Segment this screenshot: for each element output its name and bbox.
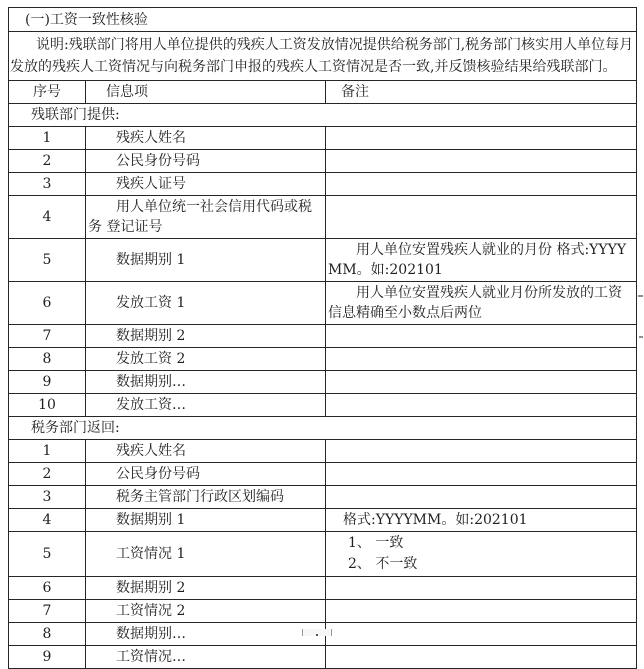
info-item: 数据期别 2 <box>86 325 326 348</box>
remark <box>326 371 637 394</box>
table-header-row <box>9 81 637 104</box>
row-number: 6 <box>9 577 86 600</box>
page-number-box <box>302 629 332 636</box>
table-row <box>9 196 637 239</box>
table-row <box>9 150 637 173</box>
page-edge-mark <box>638 295 643 297</box>
info-item: 残疾人姓名 <box>86 127 326 150</box>
info-item: 残疾人姓名 <box>86 440 326 463</box>
row-number: 1 <box>9 127 86 150</box>
table-row <box>9 532 637 577</box>
column-header-remark: 备注 <box>326 81 637 104</box>
section-label-row <box>9 104 637 127</box>
table-row <box>9 509 637 532</box>
column-header-seq: 序号 <box>9 81 86 104</box>
remark <box>326 325 637 348</box>
info-item: 公民身份号码 <box>86 150 326 173</box>
table-row <box>9 394 637 417</box>
row-number: 7 <box>9 325 86 348</box>
row-number: 10 <box>9 394 86 417</box>
info-item: 用人单位统一社会信用代码或税务 登记证号 <box>86 196 326 239</box>
row-number: 2 <box>9 463 86 486</box>
remark <box>326 394 637 417</box>
description-row <box>9 32 637 81</box>
row-number: 2 <box>9 150 86 173</box>
row-number: 4 <box>9 196 86 239</box>
row-number: 8 <box>9 348 86 371</box>
remark <box>326 463 637 486</box>
row-number: 3 <box>9 486 86 509</box>
section-label: 残联部门提供: <box>9 104 637 127</box>
info-item: 工资情况 1 <box>86 532 326 577</box>
table-row <box>9 646 637 669</box>
section-label-row <box>9 417 637 440</box>
row-number: 7 <box>9 600 86 623</box>
table-row <box>9 325 637 348</box>
info-item: 税务主管部门行政区划编码 <box>86 486 326 509</box>
remark <box>326 150 637 173</box>
info-item: 数据期别… <box>86 623 326 646</box>
info-item: 工资情况… <box>86 646 326 669</box>
table-row <box>9 463 637 486</box>
remark <box>326 486 637 509</box>
page-edge-mark <box>639 336 643 338</box>
remark <box>326 173 637 196</box>
table-row <box>9 348 637 371</box>
table-row <box>9 600 637 623</box>
row-number: 5 <box>9 532 86 577</box>
remark: 用人单位安置残疾人就业月份所发放的工资信息精确至小数点后两位 <box>326 282 637 325</box>
table-row <box>9 486 637 509</box>
info-item: 发放工资 2 <box>86 348 326 371</box>
row-number: 6 <box>9 282 86 325</box>
row-number: 3 <box>9 173 86 196</box>
row-number: 8 <box>9 623 86 646</box>
table-row <box>9 173 637 196</box>
table-row <box>9 371 637 394</box>
remark: 1、 一致 2、 不一致 <box>326 532 637 577</box>
remark <box>326 646 637 669</box>
info-item: 工资情况 2 <box>86 600 326 623</box>
info-item: 数据期别 1 <box>86 509 326 532</box>
table-row <box>9 440 637 463</box>
table-row <box>9 282 637 325</box>
title-row <box>9 8 637 32</box>
remark <box>326 623 637 646</box>
wage-consistency-verification-table <box>8 7 637 669</box>
remark <box>326 348 637 371</box>
table-row <box>9 127 637 150</box>
info-item: 发放工资… <box>86 394 326 417</box>
section-title: (一)工资一致性核验 <box>9 8 637 32</box>
description-text: 说明:残联部门将用人单位提供的残疾人工资发放情况提供给税务部门,税务部门核实用人单位每月 发放的残疾人工资情况与向税务部门申报的残疾人工资情况是否一致,并反馈核验结果给残联部门。 <box>9 32 637 81</box>
info-item: 残疾人证号 <box>86 173 326 196</box>
row-number: 1 <box>9 440 86 463</box>
remark: 格式:YYYYMM。如:202101 <box>326 509 637 532</box>
table-row <box>9 239 637 282</box>
remark <box>326 196 637 239</box>
info-item: 数据期别 2 <box>86 577 326 600</box>
info-item: 数据期别 1 <box>86 239 326 282</box>
section-label: 税务部门返回: <box>9 417 637 440</box>
remark <box>326 440 637 463</box>
remark: 用人单位安置残疾人就业的月份 格式:YYYYMM。如:202101 <box>326 239 637 282</box>
table-row <box>9 577 637 600</box>
remark <box>326 127 637 150</box>
info-item: 数据期别… <box>86 371 326 394</box>
row-number: 4 <box>9 509 86 532</box>
row-number: 5 <box>9 239 86 282</box>
remark <box>326 600 637 623</box>
info-item: 发放工资 1 <box>86 282 326 325</box>
info-item: 公民身份号码 <box>86 463 326 486</box>
row-number: 9 <box>9 371 86 394</box>
row-number: 9 <box>9 646 86 669</box>
column-header-item: 信息项 <box>86 81 326 104</box>
remark <box>326 577 637 600</box>
